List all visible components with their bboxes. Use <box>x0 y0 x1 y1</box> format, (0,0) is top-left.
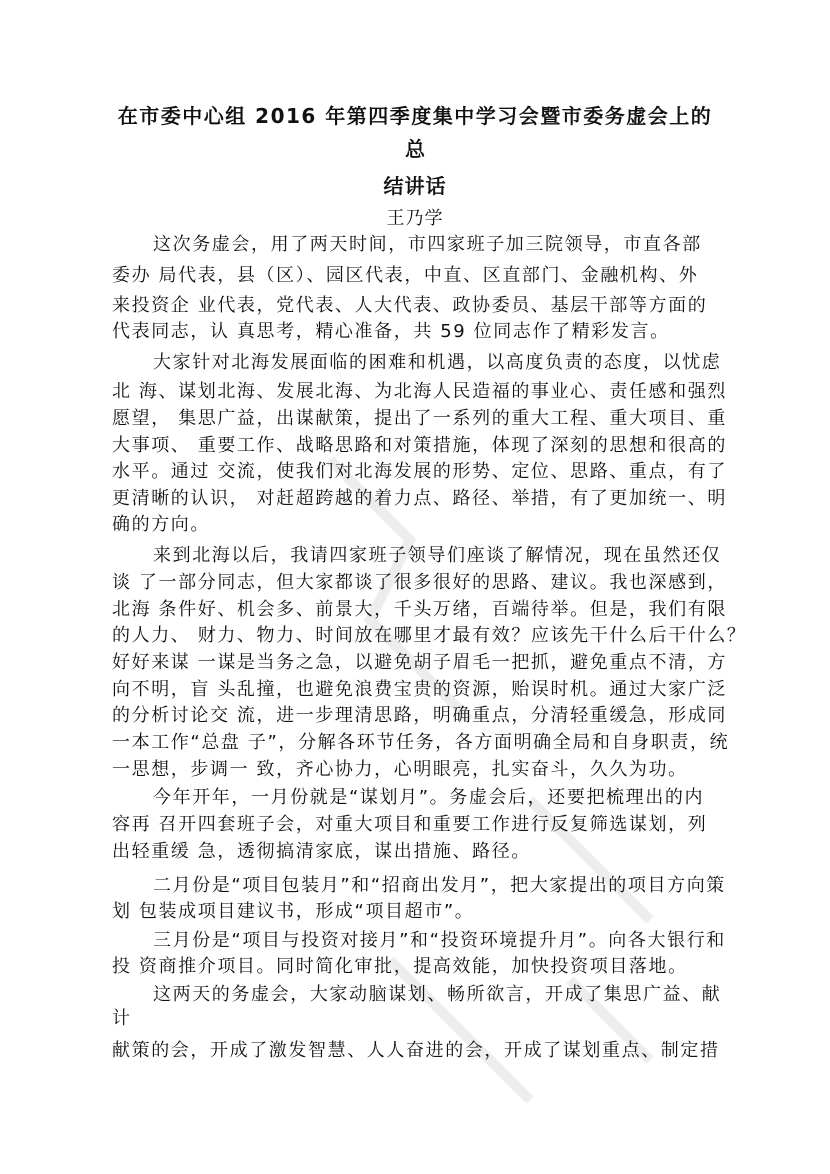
text-line: 好好来谋 一谋是当务之急，以避免胡子眉毛一把抓，避免重点不清，方 <box>112 652 727 673</box>
text-line: 三月份是“项目与投资对接月”和“投资环境提升月”。向各大银行和 <box>153 930 726 951</box>
text-line: 一思想，步调一 致，齐心协力，心明眼亮，扎实奋斗，久久为功。 <box>112 759 688 780</box>
text-line: 献策的会，开成了激发智慧、人人奋进的会，开成了谋划重点、制定措 <box>112 1040 720 1061</box>
text-line: 容再 召开四套班子会，对重大项目和重要工作进行反复筛选谋划，列 <box>112 814 708 835</box>
text-line: 这两天的务虚会，大家动脑谋划、畅所欲言，开成了集思广益、献 <box>153 984 722 1005</box>
text-line: 确的方向。 <box>112 514 210 535</box>
text-line: 北海 条件好、机会多、前景大，千头万绪，百端待举。但是，我们有限 <box>112 599 727 620</box>
text-line: 划 包装成项目建议书，形成“项目超市”。 <box>112 901 475 922</box>
author-name: 王乃学 <box>386 208 444 229</box>
text-line: 谈 了一部分同志，但大家都谈了很多很好的思路、建议。我也深感到， <box>112 572 727 593</box>
text-line: 计 <box>112 1008 132 1029</box>
text-line: 委办 局代表，县（区）、园区代表，中直、区直部门、金融机构、外 <box>112 265 699 286</box>
text-line: 二月份是“项目包装月”和“招商出发月”，把大家提出的项目方向策 <box>153 875 726 896</box>
text-line: 愿望， 集思广益，出谋献策，提出了一系列的重大工程、重大项目、重 <box>112 408 727 429</box>
title-line-3: 结讲话 <box>383 174 447 198</box>
title-line-2: 总 <box>405 137 425 161</box>
text-line: 来到北海以后，我请四家班子领导们座谈了解情况，现在虽然还仅 <box>153 545 722 566</box>
text-line: 投 资商推介项目。同时简化审批，提高效能，加快投资项目落地。 <box>112 956 688 977</box>
text-line: 今年开年，一月份就是“谋划月”。务虚会后，还要把梳理出的内 <box>153 787 705 808</box>
text-line: 大事项、 重要工作、战略思路和对策措施，体现了深刻的思想和很高的 <box>112 435 727 456</box>
text-line: 更清晰的认识， 对赶超跨越的着力点、路径、举措，有了更加统一、明 <box>112 488 727 509</box>
text-line: 北 海、谋划北海、发展北海、为北海人民造福的事业心、责任感和强烈 <box>112 381 727 402</box>
text-line: 向不明，盲 头乱撞，也避免浪费宝贵的资源，贻误时机。通过大家广泛 <box>112 679 727 700</box>
text-line: 水平。通过 交流，使我们对北海发展的形势、定位、思路、重点，有了 <box>112 461 727 482</box>
text-line: 出轻重缓 急，透彻搞清家底，谋出措施、路径。 <box>112 841 531 862</box>
text-line: 代表同志，认 真思考，精心准备，共 59 位同志作了精彩发言。 <box>112 321 670 342</box>
text-line: 这次务虚会，用了两天时间，市四家班子加三院领导，市直各部 <box>153 234 702 255</box>
text-line: 来投资企 业代表，党代表、人大代表、政协委员、基层干部等方面的 <box>112 295 708 316</box>
text-line: 的分析讨论交 流，进一步理清思路，明确重点，分清轻重缓急，形成同 <box>112 705 727 726</box>
text-line: 一本工作“总盘 子”，分解各环节任务，各方面明确全局和自身职责，统 <box>112 732 730 753</box>
text-line: 的人力、 财力、物力、时间放在哪里才最有效？应该先干什么后干什么？ <box>112 625 747 646</box>
text-line: 大家针对北海发展面临的困难和机遇，以高度负责的态度，以忧虑 <box>153 352 722 373</box>
title-line-1: 在市委中心组 2016 年第四季度集中学习会暨市委务虚会上的 <box>117 104 713 128</box>
